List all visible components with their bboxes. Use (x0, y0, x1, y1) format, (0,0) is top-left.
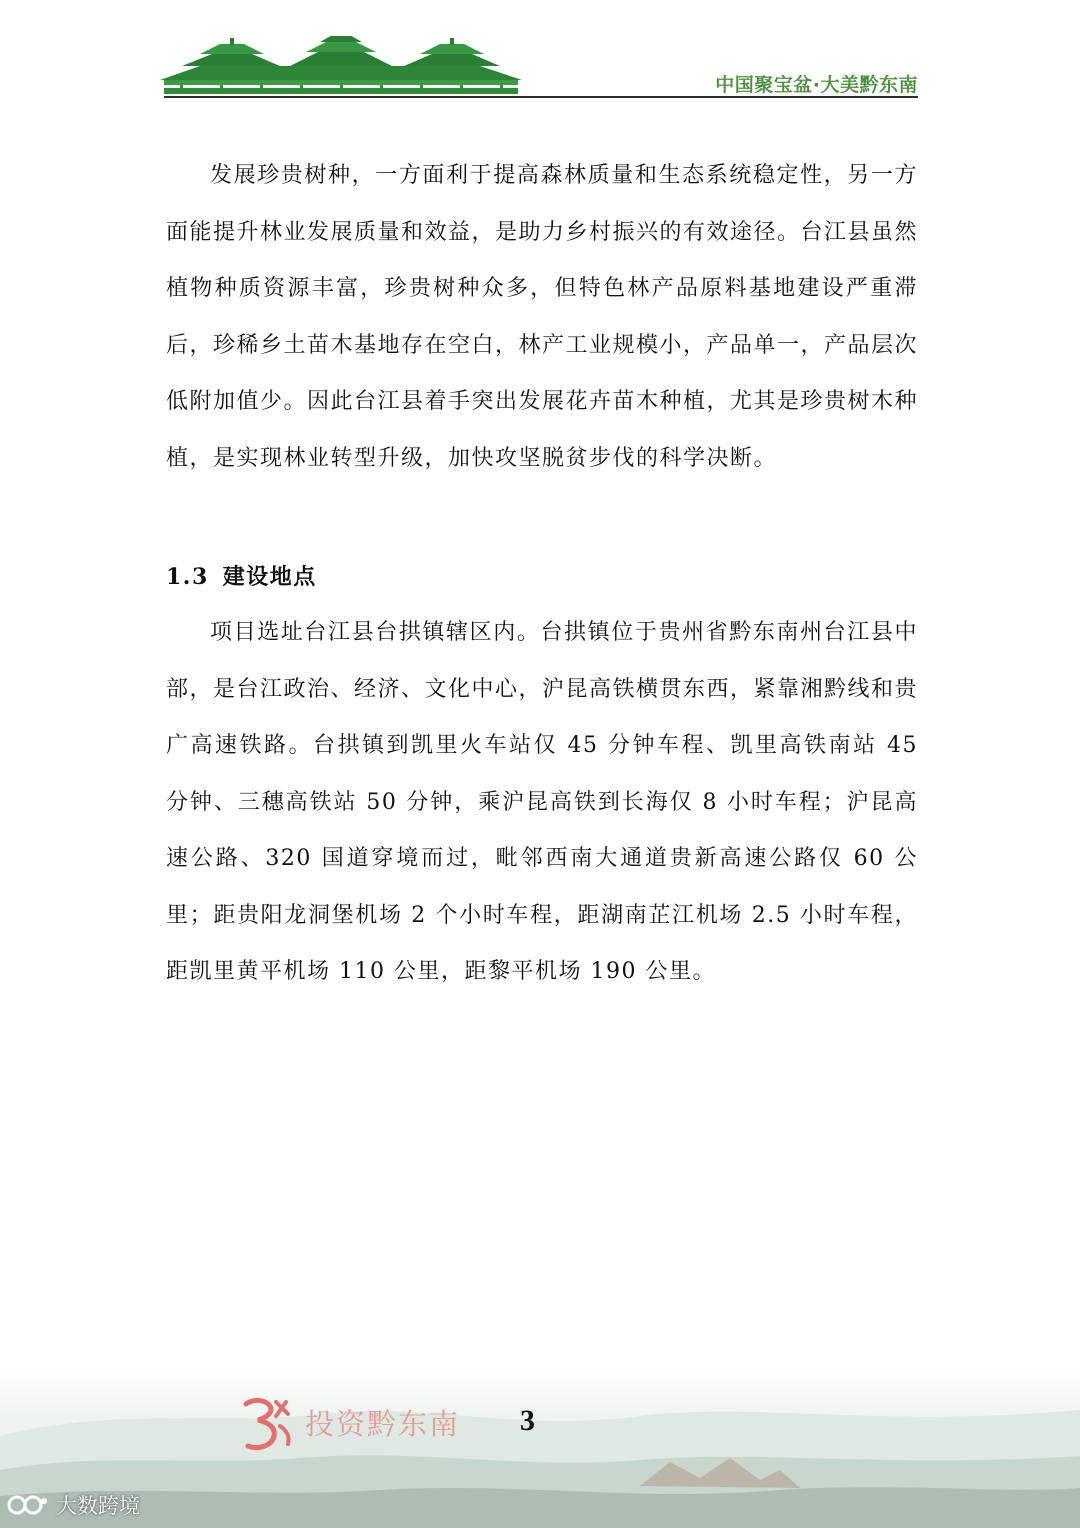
mountain-landscape-background (0, 1366, 1080, 1528)
page-content (166, 148, 918, 1001)
pavilion-roof-icon (160, 36, 522, 98)
qiandongnan-logo-icon (236, 1396, 298, 1454)
watermark-text: 大数跨境 (56, 1494, 140, 1518)
paragraph-rare-tree-species: 发展珍贵树种，一方面利于提高森林质量和生态系统稳定性，另一方面能提升林业发展质量和效益，是助力乡村振兴的有效途径。台江县虽然植物种质资源丰富，珍贵树种众多，但特色林产品原料基地建设严重滞后，珍稀乡土苗木基地存在空白，林产工业规模小，产品单一，产品层次低附加值少。因此台江县着手突出发展花卉苗木种植，尤其是珍贵树木种植，是实现林业转型升级，加快攻坚脱贫步伐的科学决断。 (166, 163, 919, 471)
footer-brand: 投资黔东南 (305, 1407, 461, 1441)
section-number: 1.3 (166, 564, 209, 590)
watermark (6, 1490, 140, 1520)
brand-logo-icon (6, 1492, 50, 1518)
page-number: 3 (520, 1404, 535, 1437)
page-header (0, 0, 1080, 110)
page-footer (0, 1366, 1080, 1528)
section-title: 建设地点 (222, 564, 317, 590)
header-divider (164, 96, 918, 98)
section-heading (166, 549, 918, 605)
paragraph-site-location: 项目选址台江县台拱镇辖区内。台拱镇位于贵州省黔东南州台江县中部，是台江政治、经济、文化中心，沪昆高铁横贯东西，紧靠湘黔线和贵广高速铁路。台拱镇到凯里火车站仅 45 分钟车程、凯里高铁南站 45 分钟、三穗高铁站 50 分钟，乘沪昆高铁到长海仅 8 小时车程；沪昆高速公路、320 国道穿境而过，毗邻西南大通道贵新高速公路仅 60 公里；距贵阳龙洞堡机场 2 个小时车程，距湖南芷江机场 2.5 小时车程，距凯里黄平机场 110 公里，距黎平机场 190 公里。 (166, 620, 919, 984)
header-slogan: 中国聚宝盆·大美黔东南 (715, 74, 918, 96)
